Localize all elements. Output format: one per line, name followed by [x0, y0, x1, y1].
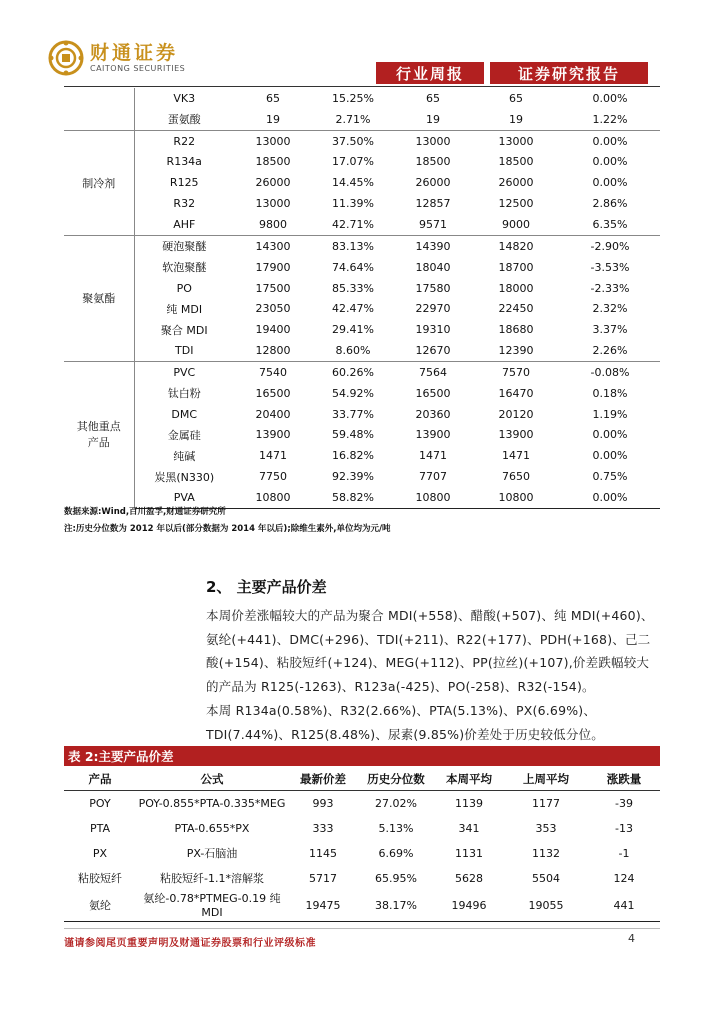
table-cell: 83.13% [312, 235, 394, 256]
table-cell: 58.82% [312, 487, 394, 508]
table-cell: 7564 [394, 361, 472, 382]
table-cell: 26000 [498, 176, 534, 190]
table-cell: 42.71% [332, 217, 374, 231]
table-cell: 7570 [472, 361, 560, 382]
table-cell: 5628 [455, 871, 483, 885]
table1-source: 数据来源:Wind,百川盈孚,财通证券研究所 [64, 507, 226, 517]
table-cell: 12670 [415, 344, 451, 358]
table-cell: 20120 [498, 407, 534, 421]
table-cell: 1132 [532, 846, 560, 860]
table-cell: -0.08% [560, 361, 660, 382]
table-row [64, 130, 660, 151]
table-cell: 钛白粉 [167, 387, 201, 401]
table-cell: 13000 [234, 130, 312, 151]
table-row [64, 172, 660, 193]
table-row [64, 214, 660, 235]
table-cell: 7707 [419, 470, 447, 484]
table-cell: 441 [588, 891, 660, 922]
table-cell: 0.00% [560, 130, 660, 151]
company-logo [48, 40, 185, 76]
table-cell: 13900 [415, 428, 451, 442]
table-cell: 1.19% [592, 407, 628, 421]
table1-note: 注:历史分位数为 2012 年以后(部分数据为 2014 年以后);除维生素外,单位均为元/吨 [64, 524, 391, 534]
table-cell: 85.33% [332, 281, 374, 295]
table-cell: DMC [171, 407, 198, 421]
column-header: 涨跌量 [588, 768, 660, 791]
table-cell: 粘胶短纤-1.1*溶解浆 [160, 871, 264, 885]
table-cell: 38.17% [358, 891, 434, 922]
table-row [64, 298, 660, 319]
table-cell: 33.77% [332, 407, 374, 421]
table-cell: 11.39% [332, 197, 374, 211]
table-cell: 1177 [532, 796, 560, 810]
table-cell: 13000 [472, 130, 560, 151]
table-cell: 1131 [455, 846, 483, 860]
spread-table [64, 768, 660, 922]
table-cell: POY [89, 796, 111, 810]
table-cell: 5.13% [378, 821, 414, 835]
page-number: 4 [628, 932, 635, 945]
table-cell: 17900 [255, 260, 291, 274]
table-cell: 17.07% [332, 155, 374, 169]
table-cell: PX [92, 846, 108, 860]
table-cell: 16500 [255, 386, 291, 400]
table-cell: -3.53% [590, 260, 630, 274]
table-cell: 92.39% [332, 470, 374, 484]
table2-title: 表 2:主要产品价差 [64, 746, 660, 766]
table-cell: 14820 [472, 235, 560, 256]
table-cell: 0.00% [560, 487, 660, 508]
header-divider [64, 86, 660, 87]
table-cell: 26000 [255, 176, 291, 190]
category-cell [64, 88, 134, 130]
table-cell: 19055 [504, 891, 588, 922]
table-cell: 18040 [415, 260, 451, 274]
table-cell: 5504 [532, 871, 560, 885]
table-cell: 65 [509, 91, 523, 105]
table-cell: 341 [458, 821, 480, 835]
spread-paragraph-1: 本周价差涨幅较大的产品为聚合 MDI(+558)、醋酸(+507)、纯 MDI(+460)、氨纶(+441)、DMC(+296)、TDI(+211)、R22(+177)、PDH(+168)、己二酸(+154)、粘胶短纤(+124)、MEG(+112)、PP(拉丝)(+107),价差跌幅较大的产品为 R125(-1263)、R123a(-425)、PO(-258)、R32(-154)。 [206, 608, 654, 694]
table-cell: VK3 [173, 91, 196, 105]
table-row [64, 109, 660, 130]
table-cell: R134a [166, 155, 202, 169]
table-cell: 22970 [415, 302, 451, 316]
table-row [64, 235, 660, 256]
table-cell: 1139 [455, 796, 483, 810]
table-cell: -13 [615, 821, 633, 835]
table-cell: 13000 [255, 197, 291, 211]
table-cell: 2.86% [592, 197, 628, 211]
table-cell: 纯 MDI [166, 302, 203, 316]
column-header: 最新价差 [288, 768, 358, 791]
column-header: 上周平均 [504, 768, 588, 791]
table-cell: 6.35% [592, 217, 628, 231]
table-cell: 353 [535, 821, 557, 835]
table-cell: 15.25% [332, 91, 374, 105]
caitong-logo-icon [48, 40, 84, 76]
column-header: 产品 [64, 768, 136, 791]
table-cell: 0.75% [592, 470, 628, 484]
table-cell: 59.48% [332, 428, 374, 442]
table-row [64, 257, 660, 278]
table-cell: PTA [89, 821, 111, 835]
table-cell: 12390 [498, 344, 534, 358]
table-cell: 粘胶短纤 [78, 871, 122, 885]
table-cell: 18500 [498, 155, 534, 169]
column-header: 公式 [136, 768, 288, 791]
table-cell: 1471 [419, 449, 447, 463]
table-cell: 1471 [259, 449, 287, 463]
table-cell: 氨纶 [64, 891, 136, 922]
spread-paragraph-2: 本周 R134a(0.58%)、R32(2.66%)、PTA(5.13%)、PX(6.69%)、TDI(7.44%)、R125(8.48%)、尿素(9.85%)价差处于历史较低分位。 [206, 703, 604, 742]
table-cell: 17500 [255, 281, 291, 295]
table-cell: 蛋氨酸 [167, 113, 201, 127]
table-row [64, 891, 660, 922]
table-cell: PVA [134, 487, 234, 508]
table-cell: 6.69% [378, 846, 414, 860]
table-cell: 12500 [498, 197, 534, 211]
table-cell: 13000 [394, 130, 472, 151]
table-cell: 0.00% [592, 449, 628, 463]
table-row [64, 88, 660, 109]
table-cell: 54.92% [332, 386, 374, 400]
table-cell: PVC [134, 361, 234, 382]
logo-english-name: CAITONG SECURITIES [90, 64, 186, 73]
table-cell: -1 [618, 846, 630, 860]
table-cell: 19475 [288, 891, 358, 922]
table-cell: 10800 [234, 487, 312, 508]
table-cell: 12857 [415, 197, 451, 211]
footer-divider [64, 928, 660, 929]
table-cell: 3.37% [592, 323, 628, 337]
table-cell: 18500 [415, 155, 451, 169]
table-cell: 18680 [498, 323, 534, 337]
table-cell: 13900 [498, 428, 534, 442]
table-row [64, 466, 660, 487]
table-cell: 1145 [309, 846, 337, 860]
table-cell: 9800 [259, 217, 287, 231]
table-cell: TDI [175, 344, 194, 358]
table-row [64, 361, 660, 382]
table-row [64, 445, 660, 466]
table-cell: 18700 [498, 260, 534, 274]
table-cell: 10800 [394, 487, 472, 508]
table-cell: 19496 [434, 891, 504, 922]
table-row [64, 340, 660, 361]
table-cell: 19 [266, 112, 280, 126]
table-cell: R125 [169, 176, 199, 190]
table-cell: 23050 [255, 302, 291, 316]
table-row [64, 841, 660, 866]
table-cell: 12800 [255, 344, 291, 358]
table-cell: 22450 [498, 302, 534, 316]
table-cell: 2.26% [592, 344, 628, 358]
table-cell: 10800 [472, 487, 560, 508]
table-cell: 0.00% [592, 155, 628, 169]
table-cell: 0.00% [592, 176, 628, 190]
table-cell: 29.41% [332, 323, 374, 337]
table-cell: 14300 [234, 235, 312, 256]
table-cell: 19 [509, 112, 523, 126]
table-cell: 42.47% [332, 302, 374, 316]
table-cell: 7540 [234, 361, 312, 382]
table-row [64, 319, 660, 340]
table-cell: 氨纶-0.78*PTMEG-0.19 纯 MDI [136, 891, 288, 922]
table-cell: 9571 [419, 217, 447, 231]
table-cell: R32 [173, 197, 196, 211]
table-cell: 软泡聚醚 [162, 261, 207, 275]
footer-disclaimer: 谨请参阅尾页重要声明及财通证券股票和行业评级标准 [64, 938, 316, 949]
table-cell: 0.00% [592, 91, 628, 105]
column-header: 历史分位数 [358, 768, 434, 791]
table-cell: 19 [426, 112, 440, 126]
table-cell: 65 [426, 91, 440, 105]
table-cell: POY-0.855*PTA-0.335*MEG [138, 796, 286, 810]
table-cell: 65.95% [375, 871, 417, 885]
table-cell: 0.18% [592, 386, 628, 400]
table-cell: 18000 [498, 281, 534, 295]
table-row [64, 791, 660, 817]
table-cell: 333 [312, 821, 334, 835]
table-row [64, 425, 660, 446]
column-header: 本周平均 [434, 768, 504, 791]
table-cell: PX-石脑油 [186, 846, 238, 860]
table-cell: 炭黑(N330) [154, 470, 215, 484]
table-row [64, 193, 660, 214]
table-cell: 0.00% [592, 428, 628, 442]
section-title: 2、 主要产品价差 [206, 578, 327, 596]
table-cell: 60.26% [312, 361, 394, 382]
table-cell: -2.33% [590, 281, 630, 295]
table-row [64, 816, 660, 841]
category-cell: 其他重点产品 [64, 361, 134, 508]
table-cell: PTA-0.655*PX [174, 821, 250, 835]
table-cell: 14390 [394, 235, 472, 256]
table-cell: 8.60% [335, 344, 371, 358]
table-cell: 26000 [415, 176, 451, 190]
table-cell: 16470 [498, 386, 534, 400]
table-cell: 19400 [255, 323, 291, 337]
table-cell: 14.45% [332, 176, 374, 190]
table-cell: 17580 [415, 281, 451, 295]
report-type-tag: 行业周报 [376, 62, 484, 84]
table-cell: 1471 [502, 449, 530, 463]
table-cell: 1.22% [592, 112, 628, 126]
table-cell: 13900 [255, 428, 291, 442]
table-row [64, 866, 660, 891]
report-category-tag: 证券研究报告 [490, 62, 648, 84]
table-cell: 19310 [415, 323, 451, 337]
table-cell: 993 [312, 796, 334, 810]
table-cell: 5717 [309, 871, 337, 885]
table-cell: 20360 [415, 407, 451, 421]
table-cell: 20400 [255, 407, 291, 421]
table-cell: 纯碱 [173, 449, 196, 463]
table-row [64, 152, 660, 173]
table-cell: 聚合 MDI [160, 323, 208, 337]
table-cell: -2.90% [560, 235, 660, 256]
table-cell: PO [176, 281, 192, 295]
table-cell: R22 [134, 130, 234, 151]
table-cell: 27.02% [375, 796, 417, 810]
logo-chinese-name: 财通证券 [90, 42, 179, 64]
table-row [64, 278, 660, 299]
table-cell: 65 [266, 91, 280, 105]
category-cell: 制冷剂 [64, 130, 134, 235]
table-cell: 74.64% [332, 260, 374, 274]
table-cell: 37.50% [312, 130, 394, 151]
table-cell: 7650 [502, 470, 530, 484]
table-cell: 硬泡聚醚 [134, 235, 234, 256]
table-row [64, 404, 660, 425]
table-cell: 2.71% [335, 112, 371, 126]
table-cell: 7750 [259, 470, 287, 484]
price-table-continued [64, 88, 660, 509]
table-cell: 16500 [415, 386, 451, 400]
table-cell: 124 [613, 871, 635, 885]
table-cell: 2.32% [592, 302, 628, 316]
table-cell: AHF [173, 217, 196, 231]
table-cell: 9000 [502, 217, 530, 231]
table-cell: 金属硅 [167, 428, 201, 442]
category-cell: 聚氨酯 [64, 235, 134, 361]
table-cell: 18500 [255, 155, 291, 169]
table-cell: -39 [615, 796, 633, 810]
table-row [64, 383, 660, 404]
table-cell: 16.82% [332, 449, 374, 463]
